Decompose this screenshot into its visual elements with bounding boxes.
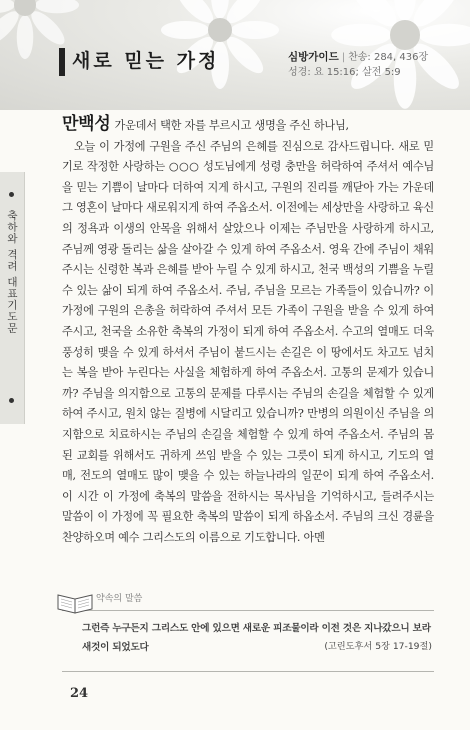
visit-guide: 심방가이드 | 찬송: 284, 436장 성경: 요 15:16; 살전 5:9 [288, 51, 429, 78]
hymn-numbers: 찬송: 284, 436장 [348, 52, 429, 63]
page-title: 새로 믿는 가정 [72, 50, 220, 72]
scripture-reference: 성경: 요 15:16; 살전 5:9 [288, 67, 401, 78]
lead-word: 만백성 [62, 114, 111, 134]
bullet-icon [9, 192, 14, 197]
bullet-icon [9, 398, 14, 403]
section-side-tab [0, 172, 25, 424]
prayer-opening [62, 114, 434, 137]
prayer-paragraph: 오늘 이 가정에 구원을 주신 주님의 은혜를 진심으로 감사드립니다. 새로 믿기로 작정한 사랑하는 ○○○ 성도님에게 성령 충만을 허락하여 주셔서 예수님을 믿는 기쁨이 날마다 더하여 지게 하시고, 구원의 진리를 깨닫아 가는 가운데 그 영혼이 날마다 새로워지게 하여 주옵소서. 이전에는 세상만을 사랑하고 육신의 정욕과 이생의 안목을 위해서 살았으나 이제는 주님만을 사랑하게 하시고, 주님께 영광 돌리는 삶을 살아갈 수 있게 하여 주옵소서. 영육 간에 주님이 채워 주시는 신령한 복과 은혜를 받아 누릴 수 있게 하시고, 천국 백성의 기쁨을 누릴 수 있는 삶이 되게 하여 주옵소서. 주님, 주님을 모르는 가족들이 있습니까? 이 가정에 구원의 은총을 허락하여 주셔서 모든 가족이 구원을 받을 수 있게 하여 주시고, 천국을 소유한 축복의 가정이 되게 하여 주옵소서. 수고의 열매도 더욱 풍성히 맺을 수 있게 하셔서 주님이 붙드시는 손길은 이 땅에서도 차고도 넘치는 복을 받아 누린다는 사실을 체험하게 하여 주옵소서. 고통의 문제가 있습니까? 주님을 의지함으로 고통의 문제를 다루시는 주님의 손길을 체험할 수 있게 하여 주시고, 원치 않는 질병에 시달리고 있습니까? 만병의 의원이신 주님을 의지함으로 치료하시는 주님의 손길을 체험할 수 있게 하여 주옵소서. 주님의 몸된 교회를 위해서도 귀하게 쓰임 받을 수 있는 그릇이 되게 하시고, 기도의 열매, 전도의 열매도 많이 맺을 수 있는 하늘나라의 일꾼이 되게 하여 주옵소서. 이 시간 이 가정에 축복의 말씀을 전하시는 목사님을 기억하시고, 들려주시는 말씀이 이 가정에 꼭 필요한 축복의 말씀이 되게 하옵소서. 주님의 크신 경륜을 찬양하오며 예수 그리스도의 이름으로 기도합니다. 아멘 [62, 139, 434, 544]
title-accent-bar [59, 48, 65, 76]
section-label: 축하와 격려 대표기도문 [6, 210, 18, 334]
visit-guide-label: 심방가이드 [288, 51, 339, 63]
verse-text: 그런즉 누구든지 그리스도 안에 있으면 새로운 피조물이라 이전 것은 지나갔으니 보라 새것이 되었도다 [82, 623, 431, 653]
prayer-body [62, 114, 434, 548]
verse-label: 약속의 말씀 [96, 594, 143, 604]
promise-verse-box [62, 594, 434, 672]
open-book-icon [56, 589, 96, 615]
page-number: 24 [70, 686, 89, 701]
flower-icon [0, 0, 80, 60]
verse-reference: (고린도후서 5장 17-19절) [324, 641, 432, 652]
lead-text: 가운데서 택한 자를 부르시고 생명을 주신 하나님, [114, 119, 349, 132]
flower-icon [160, 0, 280, 90]
